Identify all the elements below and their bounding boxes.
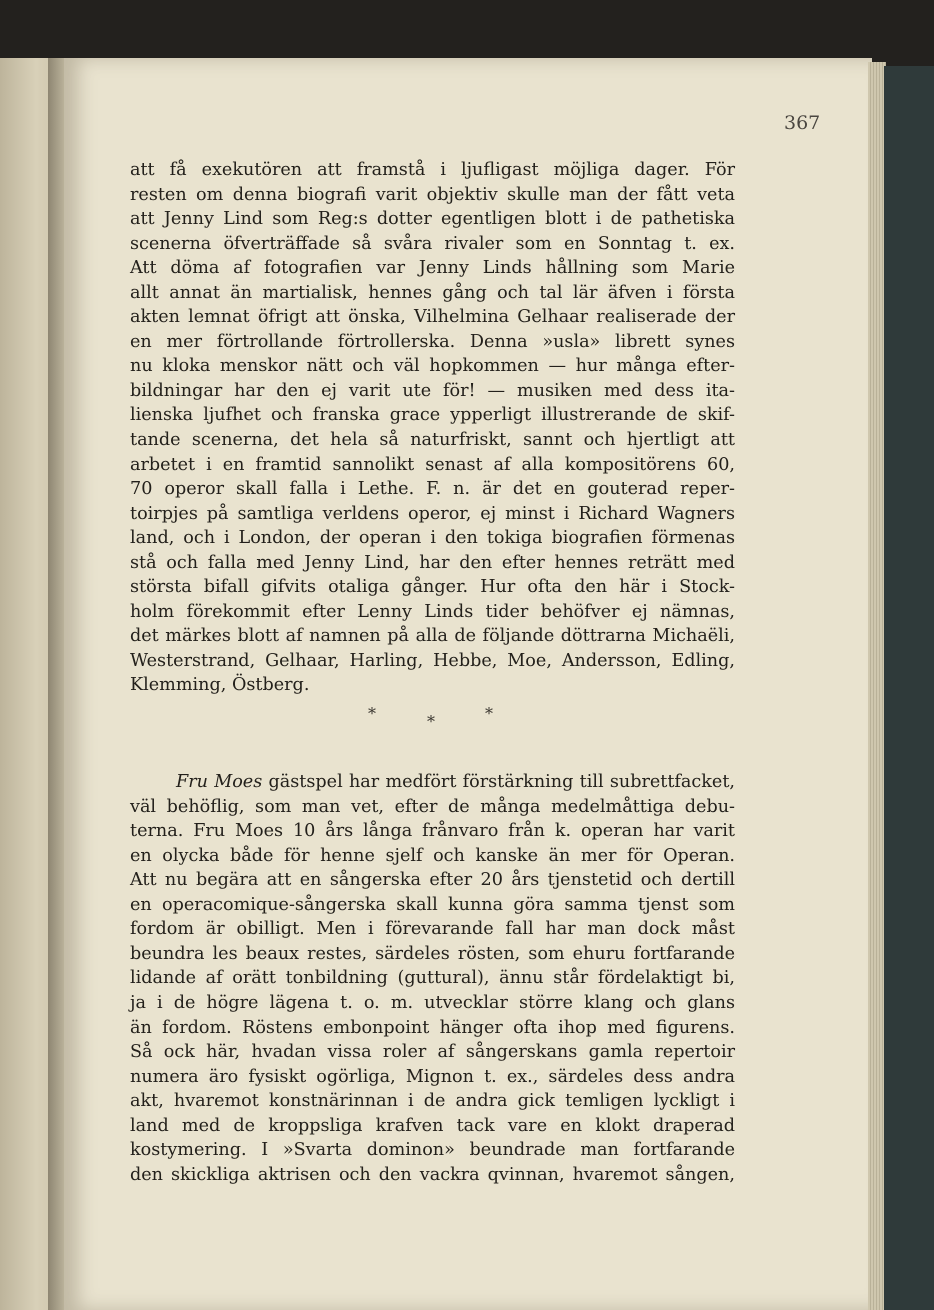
- separator-star: *: [485, 704, 493, 724]
- text-line: det märkes blott af namnen på alla de följande döttrarna Michaëli,: [130, 626, 735, 647]
- text-line: stå och falla med Jenny Lind, har den efter hennes reträtt med: [130, 552, 735, 573]
- text-line: den skickliga aktrisen och den vackra qvinnan, hvaremot sången,: [130, 1164, 735, 1185]
- text-line: [130, 770, 735, 795]
- text-line: Att döma af fotografien var Jenny Linds hållning som Marie: [130, 258, 735, 279]
- text-line: Så ock här, hvadan vissa roler af sångerskans gamla repertoir: [130, 1042, 735, 1063]
- text-line: Westerstrand, Gelhaar, Harling, Hebbe, Moe, Andersson, Edling,: [130, 650, 735, 671]
- line-rest: gästspel har medfört förstärkning till subrettfacket,: [262, 772, 736, 793]
- text-line: numera äro fysiskt ogörliga, Mignon t. ex., särdeles dess andra: [130, 1066, 735, 1087]
- text-line: 70 operor skall falla i Lethe. F. n. är det en gouterad reper-: [130, 479, 735, 500]
- text-line: fordom är obilligt. Men i förevarande fall har man dock måst: [130, 919, 735, 940]
- text-line: land med de kroppsliga krafven tack vare en klokt draperad: [130, 1115, 735, 1136]
- paragraph-2: [130, 770, 735, 1187]
- text-line: kostymering. I »Svarta dominon» beundrade man fortfarande: [130, 1140, 735, 1161]
- text-line: Att nu begära att en sångerska efter 20 års tjenstetid och dertill: [130, 870, 735, 891]
- text-line: terna. Fru Moes 10 års långa frånvaro från k. operan har varit: [130, 821, 735, 842]
- text-line: en operacomique-sångerska skall kunna göra samma tjenst som: [130, 894, 735, 915]
- page-number: 367: [784, 112, 821, 134]
- text-line: scenerna öfverträffade så svåra rivaler som en Sonntag t. ex.: [130, 233, 735, 254]
- text-line: tande scenerna, det hela så naturfriskt, sannt och hjertligt att: [130, 430, 735, 451]
- text-line: toirpjes på samtliga verldens operor, ej minst i Richard Wagners: [130, 503, 735, 524]
- text-line: än fordom. Röstens embonpoint hänger ofta ihop med figurens.: [130, 1017, 735, 1038]
- text-line: största bifall gifvits otaliga gånger. Hur ofta den här i Stock-: [130, 577, 735, 598]
- body-text: [130, 158, 735, 1187]
- book-cover-edge: [884, 66, 934, 1310]
- text-line: en olycka både för henne sjelf och kanske än mer för Operan.: [130, 845, 735, 866]
- text-line: akten lemnat öfrigt att önska, Vilhelmina Gelhaar realiserade der: [130, 307, 735, 328]
- paragraph-1: [130, 158, 735, 698]
- text-line: arbetet i en framtid sannolikt senast af alla kompositörens 60,: [130, 454, 735, 475]
- text-line: bildningar har den ej varit ute för! — musiken med dess ita-: [130, 380, 735, 401]
- text-line: land, och i London, der operan i den tokiga biografien förmenas: [130, 528, 735, 549]
- text-line: akt, hvaremot konstnärinnan i de andra gick temligen lyckligt i: [130, 1091, 735, 1112]
- text-line: resten om denna biografi varit objektiv skulle man der fått veta: [130, 184, 735, 205]
- text-line: allt annat än martialisk, hennes gång och tal lär äfven i första: [130, 282, 735, 303]
- text-line: holm förekommit efter Lenny Linds tider behöfver ej nämnas,: [130, 601, 735, 622]
- text-line: nu kloka menskor nätt och väl hopkommen — hur många efter-: [130, 356, 735, 377]
- text-line: ja i de högre lägena t. o. m. utvecklar större klang och glans: [130, 992, 735, 1013]
- text-line: att få exekutören att framstå i ljufligast möjliga dager. För: [130, 160, 735, 180]
- section-separator: [130, 698, 735, 732]
- text-line: väl behöflig, som man vet, efter de många medelmåttiga debu-: [130, 796, 735, 817]
- text-line: beundra les beaux restes, särdeles rösten, som ehuru fortfarande: [130, 943, 735, 964]
- lead-name: Fru Moes: [176, 772, 263, 793]
- text-line: lidande af orätt tonbildning (guttural), ännu står fördelaktigt bi,: [130, 968, 735, 989]
- text-line: en mer förtrollande förtrollerska. Denna »usla» librett synes: [130, 331, 735, 352]
- separator-star: *: [368, 704, 376, 724]
- text-line: Klemming, Östberg.: [130, 675, 310, 696]
- text-line: lienska ljufhet och franska grace ypperligt illustrerande de skif-: [130, 405, 735, 426]
- separator-star: *: [427, 712, 435, 732]
- text-line: att Jenny Lind som Reg:s dotter egentligen blott i de pathetiska: [130, 209, 735, 230]
